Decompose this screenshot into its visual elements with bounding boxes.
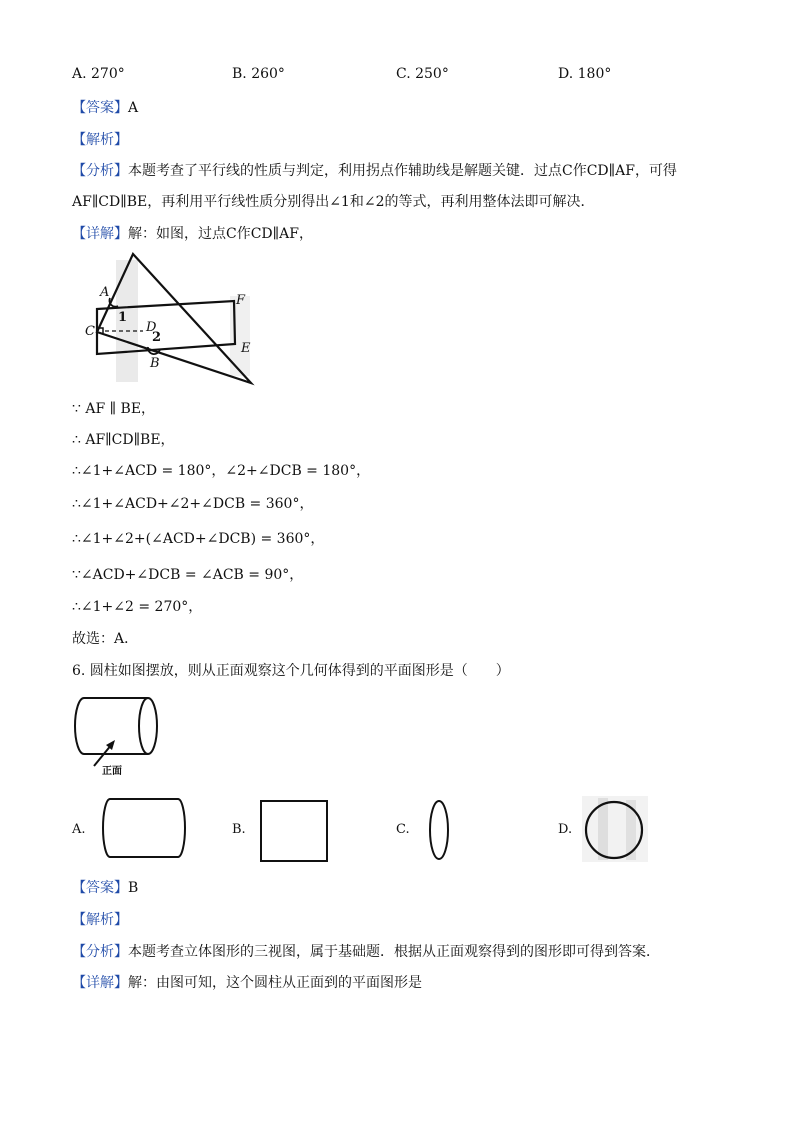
option-a: A. 270° [72, 66, 125, 82]
detail-line [72, 224, 313, 244]
q6-option-d-label: D. [558, 822, 573, 837]
analysis-heading: 【解析】 [72, 132, 128, 148]
analysis-text-1: 本题考查了平行线的性质与判定，利用拐点作辅助线是解题关键．过点C作CD∥AF，可得 [128, 163, 677, 179]
geometry-figure [80, 252, 270, 392]
option-d: D. 180° [558, 66, 612, 82]
label-b: B [150, 356, 160, 371]
detail-tag: 【详解】 [72, 226, 128, 242]
analysis-tag: 【分析】 [72, 163, 128, 179]
label-d: D [146, 320, 157, 335]
label-angle-2: 2 [152, 330, 162, 345]
q6-detail-tag: 【详解】 [72, 975, 128, 991]
front-view-label: 正面 [102, 766, 122, 777]
label-angle-1: 1 [118, 310, 128, 325]
q6-option-c-shape [428, 798, 452, 862]
q6-analysis-line [72, 942, 660, 962]
option-b: B. 260° [232, 66, 285, 82]
q6-option-a-label: A. [72, 822, 86, 837]
q6-option-d-shape [582, 796, 652, 864]
question-6-stem: 6. 圆柱如图摆放，则从正面观察这个几何体得到的平面图形是（ ） [72, 663, 510, 679]
q6-option-b-label: B. [232, 822, 246, 837]
answer-line [72, 98, 138, 118]
answer-tag: 【答案】 [72, 100, 128, 116]
q6-detail-text: 解：由图可知，这个圆柱从正面到的平面图形是 [128, 975, 422, 991]
step-7: ∴∠1+∠2 = 270°， [72, 599, 203, 615]
q6-option-c-label: C. [396, 822, 410, 837]
option-c: C. 250° [396, 66, 449, 82]
label-e: E [241, 341, 251, 356]
step-5: ∴∠1+∠2+(∠ACD+∠DCB) = 360°， [72, 531, 325, 547]
analysis-line-1 [72, 161, 677, 181]
q6-analysis-text: 本题考查立体图形的三视图，属于基础题．根据从正面观察得到的图形即可得到答案． [128, 944, 660, 960]
geometry-figure-svg [80, 252, 270, 392]
q6-option-a-shape [100, 796, 184, 860]
analysis-text-2: AF∥CD∥BE，再利用平行线性质分别得出∠1和∠2的等式，再利用整体法即可解决． [72, 194, 595, 210]
label-c: C [85, 324, 95, 339]
label-a: A [100, 285, 110, 300]
step-6: ∵∠ACD+∠DCB = ∠ACB = 90°， [72, 567, 304, 583]
detail-text: 解：如图，过点C作CD∥AF， [128, 226, 313, 242]
cylinder-svg [72, 692, 172, 782]
cylinder-figure [72, 692, 172, 782]
q6-answer-value: B [128, 880, 139, 896]
step-2: ∴ AF∥CD∥BE， [72, 432, 175, 448]
step-1: ∵ AF ∥ BE， [72, 401, 156, 417]
q6-detail-line [72, 973, 422, 993]
step-4: ∴∠1+∠ACD+∠2+∠DCB = 360°， [72, 496, 314, 512]
step-8: 故选：A． [72, 631, 139, 647]
q6-analysis-tag: 【分析】 [72, 944, 128, 960]
q6-analysis-heading: 【解析】 [72, 912, 128, 928]
q6-answer-tag: 【答案】 [72, 880, 128, 896]
q6-option-b-shape [258, 798, 330, 864]
answer-value: A [128, 100, 139, 116]
label-f: F [236, 293, 246, 308]
step-3: ∴∠1+∠ACD = 180°，∠2+∠DCB = 180°， [72, 463, 371, 479]
q6-answer-line [72, 878, 138, 898]
